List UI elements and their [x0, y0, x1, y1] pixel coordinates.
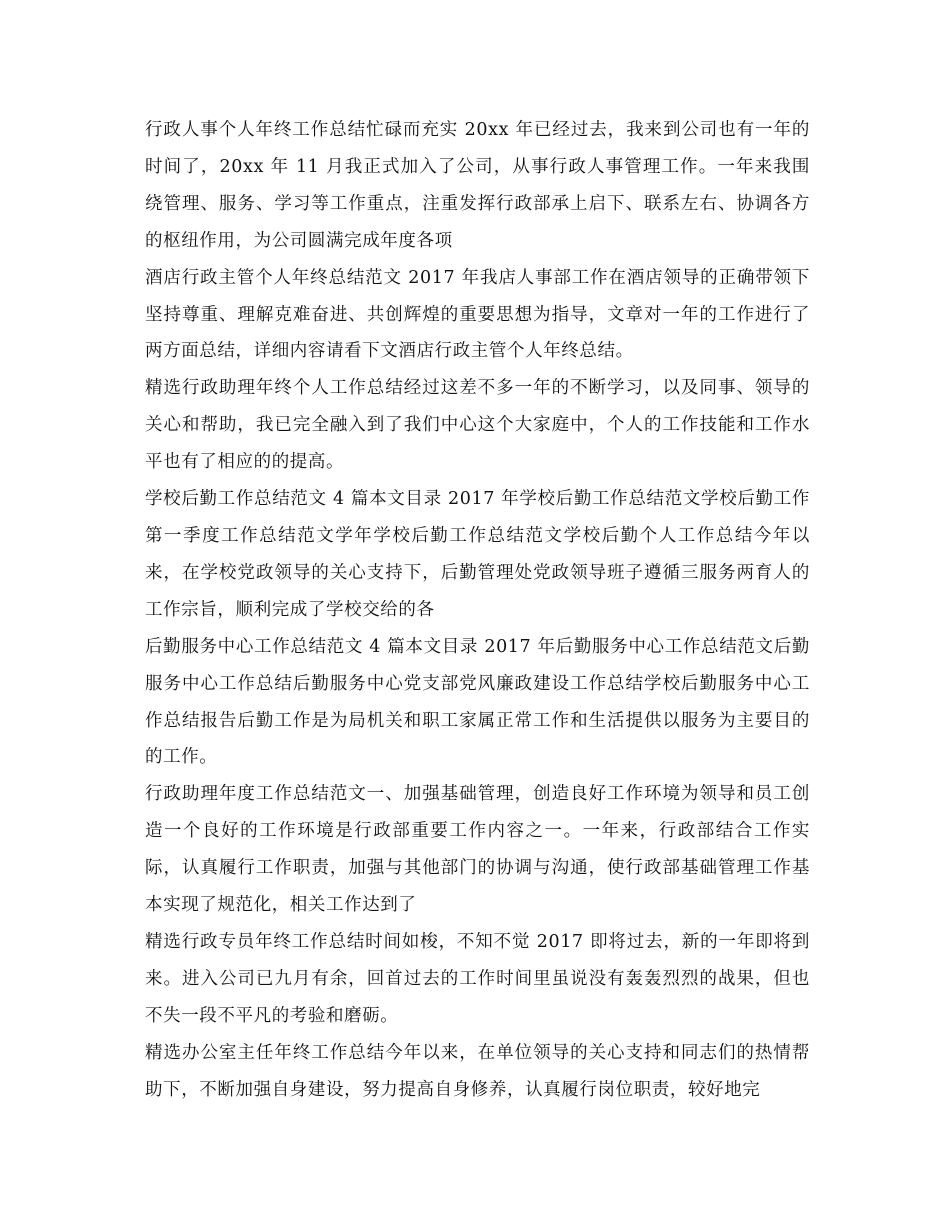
paragraph-hotel-admin-summary: 酒店行政主管个人年终总结范文 2017 年我店人事部工作在酒店领导的正确带领下坚持尊重、理解克难奋进、共创辉煌的重要思想为指导，文章对一年的工作进行了两方面总结，详细内容请看下文酒店行政主管个人年终总结。 — [145, 267, 810, 362]
paragraph-logistics-center-summary: 后勤服务中心工作总结范文 4 篇本文目录 2017 年后勤服务中心工作总结范文后勤服务中心工作总结后勤服务中心党支部党风廉政建设工作总结学校后勤服务中心工作总结报告后勤工作是为局机关和职工家属正常工作和生活提供以服务为主要目的的工作。 — [145, 636, 810, 768]
document-body — [145, 112, 810, 1108]
paragraph-school-logistics-summary: 学校后勤工作总结范文 4 篇本文目录 2017 年学校后勤工作总结范文学校后勤工作第一季度工作总结范文学年学校后勤工作总结范文学校后勤个人工作总结今年以来，在学校党政领导的关心支持下，后勤管理处党政领导班子遵循三服务两育人的工作宗旨，顺利完成了学校交给的各 — [145, 489, 810, 620]
paragraph-office-director-summary: 精选办公室主任年终工作总结今年以来，在单位领导的关心支持和同志们的热情帮助下，不断加强自身建设，努力提高自身修养，认真履行岗位职责，较好地完 — [145, 1042, 810, 1100]
paragraph-admin-hr-summary: 行政人事个人年终工作总结忙碌而充实 20xx 年已经过去，我来到公司也有一年的时间了，20xx 年 11 月我正式加入了公司，从事行政人事管理工作。一年来我围绕管理、服务、学习等工作重点，注重发挥行政部承上启下、联系左右、协调各方的枢纽作用，为公司圆满完成年度各项 — [145, 120, 810, 251]
paragraph-admin-specialist-summary: 精选行政专员年终工作总结时间如梭，不知不觉 2017 即将过去，新的一年即将到来。进入公司已九月有余，回首过去的工作时间里虽说没有轰轰烈烈的战果，但也不失一段不平凡的考验和磨砺。 — [145, 931, 810, 1026]
paragraph-admin-assistant-annual: 行政助理年度工作总结范文一、加强基础管理，创造良好工作环境为领导和员工创造一个良好的工作环境是行政部重要工作内容之一。一年来，行政部结合工作实际，认真履行工作职责，加强与其他部门的协调与沟通，使行政部基础管理工作基本实现了规范化，相关工作达到了 — [145, 784, 810, 916]
paragraph-admin-assistant-summary: 精选行政助理年终个人工作总结经过这差不多一年的不断学习，以及同事、领导的关心和帮助，我已完全融入到了我们中心这个大家庭中，个人的工作技能和工作水平也有了相应的的提高。 — [145, 378, 810, 473]
